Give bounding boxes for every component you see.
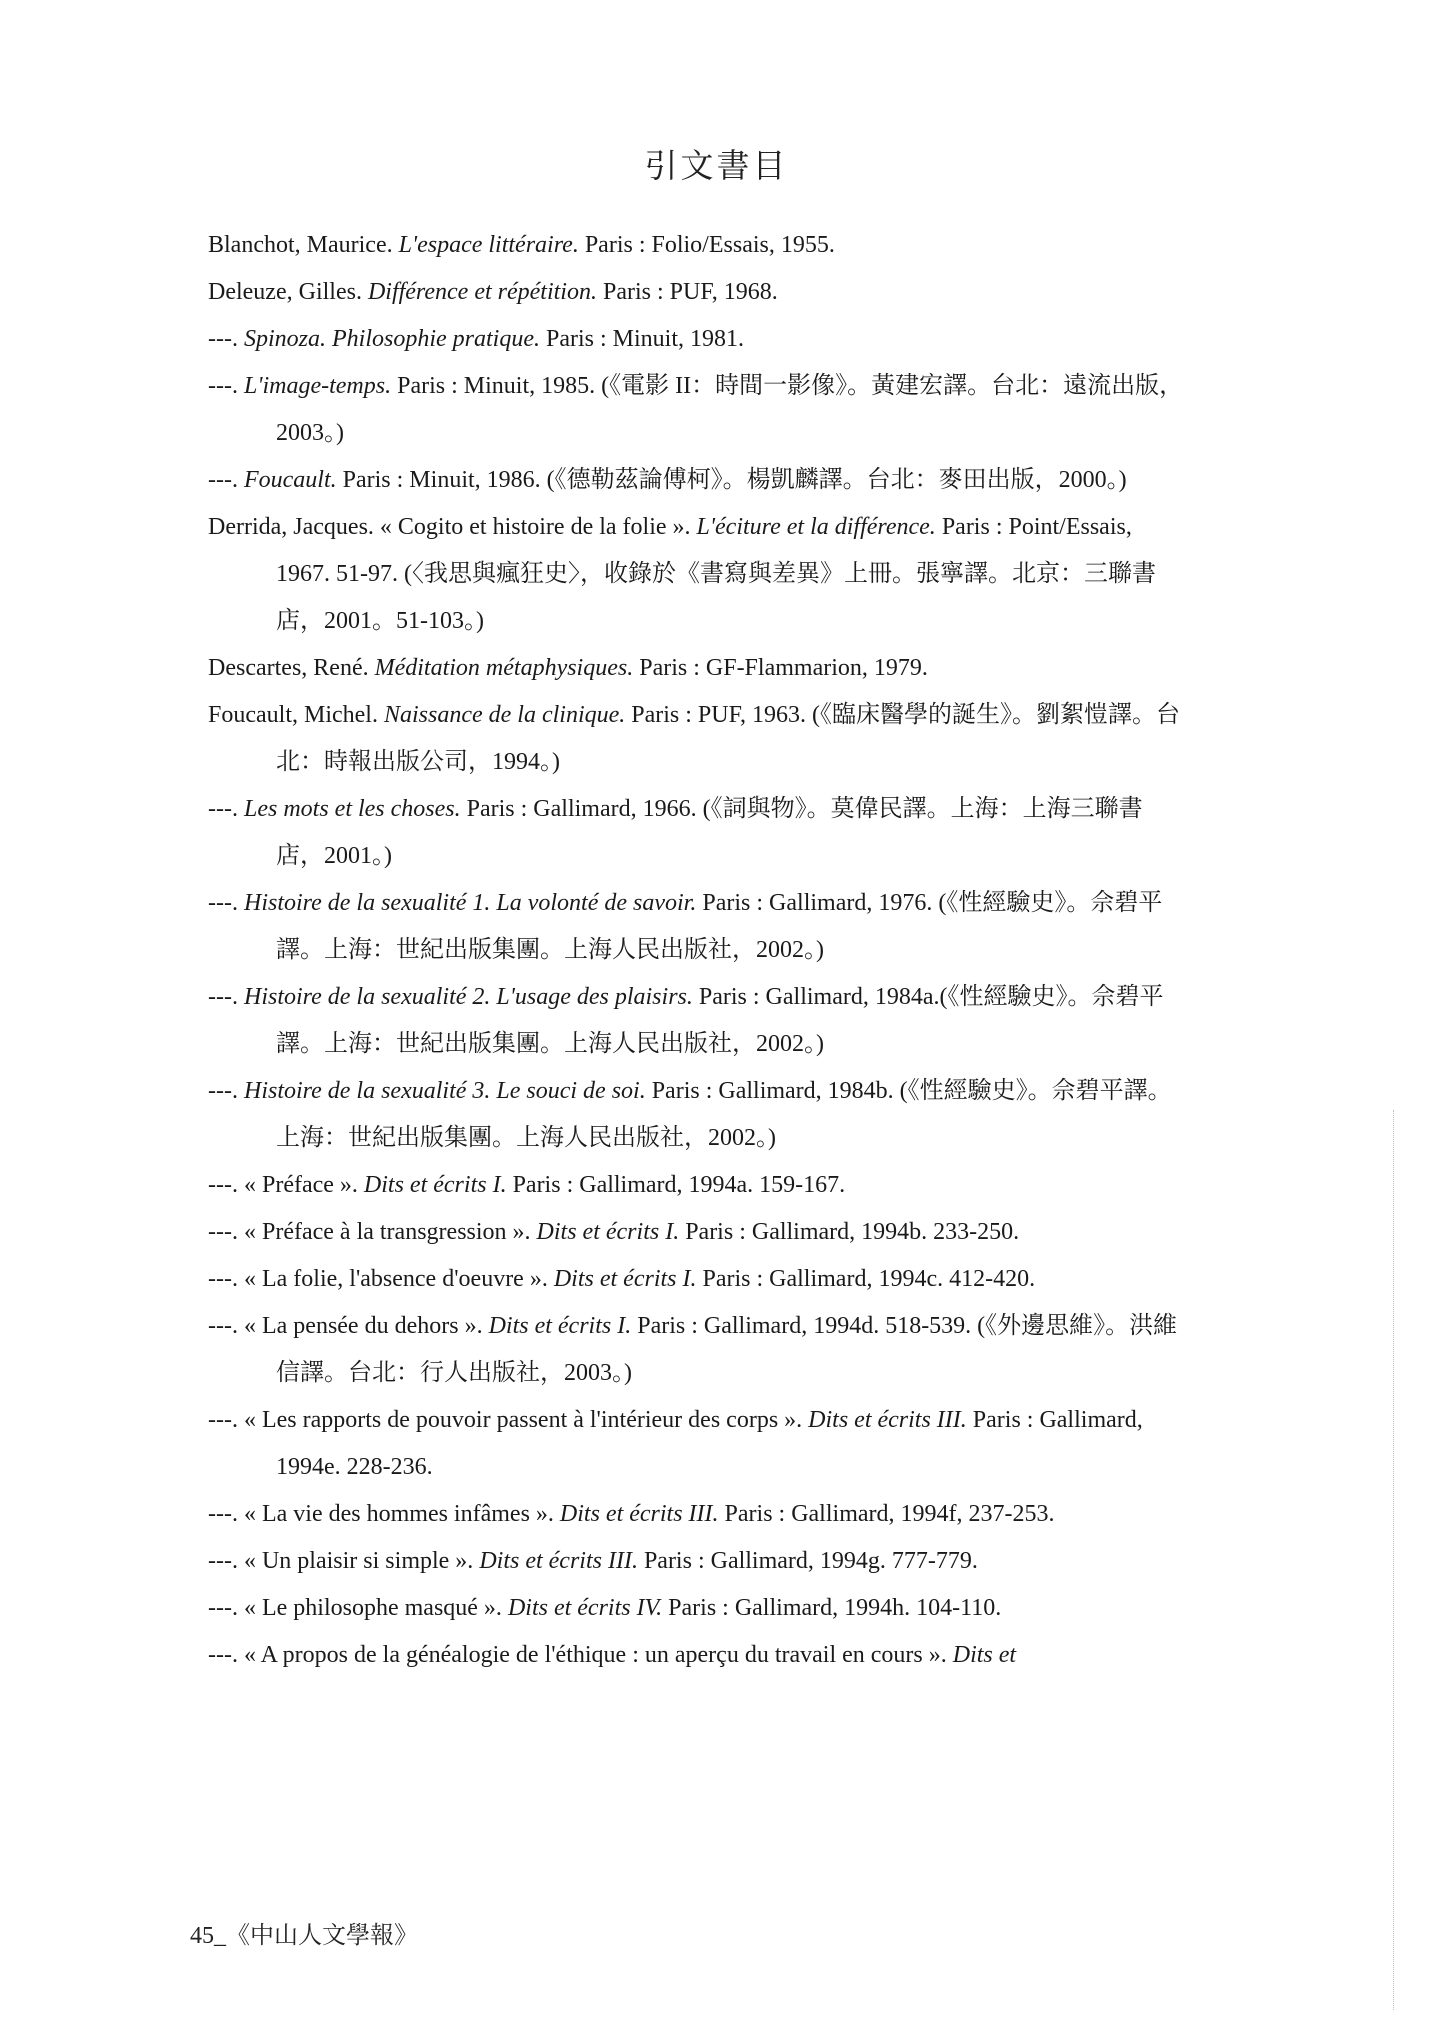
entry-publication-part: Paris : GF-Flammarion, 1979. [633,655,928,681]
entry-title-italic: L'image-temps. [243,373,392,399]
scan-edge-line [1393,1110,1394,2010]
bibliography-entry [208,786,1188,880]
bibliography-entry [208,316,1188,363]
entry-author-part: ---. « La pensée du dehors ». [208,1313,489,1339]
entry-title-italic: Naissance de la clinique. [383,702,626,728]
entry-title-italic: Les mots et les choses. [243,796,461,822]
bibliography-entry [208,880,1188,974]
entry-title-italic: Histoire de la sexualité 1. La volonté de savoir. [243,890,697,916]
entry-publication-part: Paris : Gallimard, 1994a. 159-167. [506,1172,846,1198]
entry-title-italic: Dits et écrits I. [553,1266,697,1292]
bibliography-entry [208,1303,1188,1397]
entry-author-part: ---. [208,326,244,352]
entry-publication-part: Paris : Gallimard, 1984b. (《性經驗史》。佘碧平譯。上海：世紀出版集團。上海人民出版社，2002。) [276,1078,1172,1151]
entry-publication-part: Paris : Gallimard, 1994g. 777-779. [637,1548,978,1574]
entry-publication-part: Paris : Gallimard, 1994h. 104-110. [662,1595,1002,1621]
bibliography-entry [208,1162,1188,1209]
bibliography-entry [208,974,1188,1068]
entry-publication-part: Paris : Gallimard, 1994f, 237-253. [718,1501,1055,1527]
entry-publication-part: Paris : Folio/Essais, 1955. [578,232,835,258]
entry-author-part: ---. [208,467,244,493]
entry-title-italic: Dits et écrits III. [479,1548,638,1574]
bibliography-entry [208,1491,1188,1538]
entry-title-italic: Foucault. [243,467,337,493]
entry-title-italic: Dits et [952,1642,1017,1668]
bibliography-entry [208,222,1188,269]
entry-author-part: ---. « Le philosophe masqué ». [208,1595,508,1621]
entry-publication-part: Paris : Gallimard, 1994b. 233-250. [679,1219,1020,1245]
entry-publication-part: Paris : Gallimard, 1966. (《詞與物》。莫偉民譯。上海：上海三聯書店，2001。) [276,796,1143,869]
bibliography-list [208,222,1188,1679]
entry-title-italic: Dits et écrits I. [488,1313,632,1339]
entry-author-part: ---. « Les rapports de pouvoir passent à l'intérieur des corps ». [208,1407,809,1433]
entry-title-italic: Dits et écrits III. [808,1407,967,1433]
entry-publication-part: Paris : Gallimard, 1984a.(《性經驗史》。佘碧平譯。上海：世紀出版集團。上海人民出版社，2002。) [276,984,1164,1057]
entry-author-part: Deleuze, Gilles. [208,279,368,305]
entry-author-part: ---. [208,373,244,399]
entry-author-part: ---. « Un plaisir si simple ». [208,1548,480,1574]
entry-author-part: ---. [208,984,244,1010]
entry-title-italic: L'espace littéraire. [398,232,579,258]
bibliography-entry [208,645,1188,692]
entry-title-italic: Histoire de la sexualité 2. L'usage des plaisirs. [243,984,693,1010]
entry-title-italic: Spinoza. Philosophie pratique. [243,326,540,352]
bibliography-entry [208,504,1188,645]
entry-publication-part: Paris : Minuit, 1985. (《電影 II：時間一影像》。黃建宏譯。台北：遠流出版，2003。) [276,373,1184,446]
entry-publication-part: Paris : PUF, 1963. (《臨床醫學的誕生》。劉絮愷譯。台北：時報出版公司，1994。) [276,702,1181,775]
page-title: 引文書目 [644,149,789,185]
bibliography-entry [208,1256,1188,1303]
bibliography-entry [208,692,1188,786]
entry-title-italic: Dits et écrits I. [363,1172,507,1198]
entry-author-part: ---. « La vie des hommes infâmes ». [208,1501,560,1527]
entry-author-part: ---. « Préface à la transgression ». [208,1219,537,1245]
entry-author-part: Foucault, Michel. [208,702,384,728]
entry-title-italic: L'éciture et la différence. [696,514,936,540]
entry-title-italic: Méditation métaphysiques. [374,655,634,681]
bibliography-entry [208,1068,1188,1162]
bibliography-entry [208,1209,1188,1256]
bibliography-entry [208,1632,1188,1679]
entry-publication-part: Paris : PUF, 1968. [596,279,778,305]
entry-author-part: ---. [208,890,244,916]
entry-title-italic: Dits et écrits I. [536,1219,680,1245]
entry-author-part: ---. « Préface ». [208,1172,364,1198]
page-footer: 45_《中山人文學報》 [190,1923,418,1949]
entry-publication-part: Paris : Gallimard, 1976. (《性經驗史》。佘碧平譯。上海：世紀出版集團。上海人民出版社，2002。) [276,890,1163,963]
bibliography-entry [208,1397,1188,1491]
entry-author-part: Derrida, Jacques. « Cogito et histoire de la folie ». [208,514,697,540]
entry-author-part: ---. « A propos de la généalogie de l'éthique : un aperçu du travail en cours ». [208,1642,953,1668]
bibliography-entry [208,363,1188,457]
bibliography-entry [208,269,1188,316]
entry-author-part: ---. « La folie, l'absence d'oeuvre ». [208,1266,554,1292]
entry-publication-part: Paris : Gallimard, 1994e. 228-236. [276,1407,1143,1480]
entry-author-part: Descartes, René. [208,655,375,681]
entry-author-part: ---. [208,1078,244,1104]
entry-author-part: ---. [208,796,244,822]
entry-author-part: Blanchot, Maurice. [208,232,399,258]
entry-publication-part: Paris : Minuit, 1986. (《德勒茲論傅柯》。楊凱麟譯。台北：麥田出版，2000。) [336,467,1127,493]
entry-title-italic: Histoire de la sexualité 3. Le souci de soi. [243,1078,646,1104]
bibliography-entry [208,1585,1188,1632]
entry-title-italic: Dits et écrits III. [559,1501,719,1527]
entry-publication-part: Paris : Point/Essais, 1967. 51-97. (〈我思與瘋狂史〉，收錄於《書寫與差異》上冊。張寧譯。北京：三聯書店，2001。51-103。) [276,514,1156,634]
entry-title-italic: Différence et répétition. [367,279,597,305]
entry-publication-part: Paris : Minuit, 1981. [539,326,744,352]
bibliography-entry [208,457,1188,504]
entry-publication-part: Paris : Gallimard, 1994d. 518-539. (《外邊思維》。洪維信譯。台北：行人出版社，2003。) [276,1313,1178,1386]
entry-title-italic: Dits et écrits IV. [507,1595,663,1621]
entry-publication-part: Paris : Gallimard, 1994c. 412-420. [696,1266,1036,1292]
bibliography-entry [208,1538,1188,1585]
